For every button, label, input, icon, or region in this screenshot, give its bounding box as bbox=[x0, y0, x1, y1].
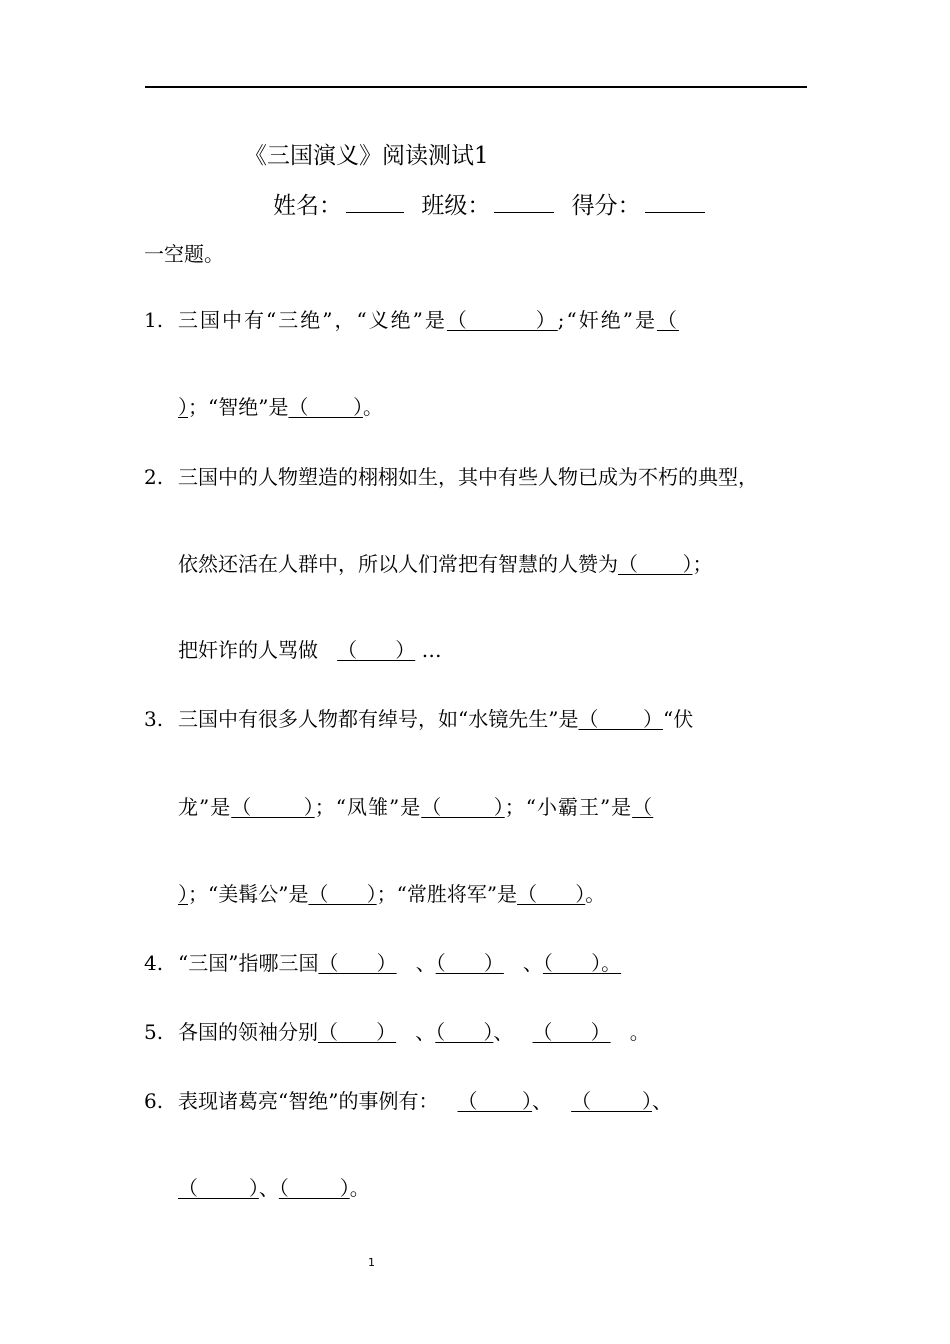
q6-blank-1[interactable]: （ ） bbox=[457, 1089, 533, 1113]
q1-line1: 三国中有“三绝”，“义绝”是（ ）;“奸绝”是（ bbox=[178, 308, 679, 332]
q4-line1: “三国”指哪三国（ ） 、（ ） 、（ ）。 bbox=[178, 951, 622, 975]
name-blank[interactable] bbox=[346, 188, 404, 213]
q4-blank-2[interactable]: （ ） bbox=[435, 951, 504, 975]
q6-blank-2[interactable]: （ ） bbox=[571, 1089, 652, 1113]
q5-blank-3[interactable]: （ ） bbox=[532, 1020, 611, 1044]
q3-blank-xiaobawang-open[interactable]: （ bbox=[632, 795, 654, 819]
q4-blank-1[interactable]: （ ） bbox=[318, 951, 397, 975]
q4-number: 4. bbox=[144, 951, 164, 975]
class-label: 班级： bbox=[421, 193, 491, 219]
q3-blank-fengchu[interactable]: （ ） bbox=[421, 795, 505, 819]
q2-line1: 三国中的人物塑造的栩栩如生，其中有些人物已成为不朽的典型， bbox=[178, 465, 758, 489]
q3-blank-changsheng[interactable]: （ ） bbox=[517, 882, 586, 906]
student-info-row bbox=[273, 187, 709, 220]
q5-blank-1[interactable]: （ ） bbox=[318, 1020, 397, 1044]
q1-number: 1. bbox=[144, 308, 164, 332]
q3-line1: 三国中有很多人物都有绰号，如“水镜先生”是（ ）“伏 bbox=[178, 707, 694, 731]
q3-blank-shuijing[interactable]: （ ） bbox=[578, 707, 663, 731]
page-number: 1 bbox=[368, 1256, 375, 1269]
q3-line3: ）；“美髯公”是（ ）；“常胜将军”是（ ）。 bbox=[178, 882, 606, 906]
q2-line3: 把奸诈的人骂做 （ ） … bbox=[178, 638, 442, 662]
header-rule bbox=[145, 86, 807, 88]
page-title: 《三国演义》阅读测试1 bbox=[244, 143, 489, 169]
q5-line1: 各国的领袖分别（ ） 、（ ）、 （ ） 。 bbox=[178, 1020, 650, 1044]
q5-number: 5. bbox=[144, 1020, 164, 1044]
q6-line1: 表现诸葛亮“智绝”的事例有： （ ）、 （ ）、 bbox=[178, 1089, 672, 1113]
q3-line2: 龙”是（ ）；“凤雏”是（ ）；“小霸王”是（ bbox=[178, 795, 654, 819]
section-heading: 一空题。 bbox=[144, 242, 224, 266]
q4-blank-3[interactable]: （ ）。 bbox=[542, 951, 622, 975]
q3-blank-meirangong[interactable]: （ ） bbox=[308, 882, 377, 906]
q6-blank-3[interactable]: （ ） bbox=[178, 1176, 259, 1200]
class-blank[interactable] bbox=[494, 188, 554, 213]
q2-blank-cunning[interactable]: （ ） bbox=[337, 638, 416, 662]
q1-blank-jianjue-open[interactable]: （ bbox=[656, 308, 679, 332]
q2-blank-wise[interactable]: （ ） bbox=[618, 552, 693, 576]
q2-line2: 依然还活在人群中，所以人们常把有智慧的人赞为（ ）； bbox=[178, 552, 713, 576]
q1-blank-jianjue-close[interactable]: ） bbox=[178, 395, 188, 419]
q6-blank-4[interactable]: （ ） bbox=[278, 1176, 350, 1200]
score-label: 得分： bbox=[571, 193, 641, 219]
q5-blank-2[interactable]: （ ） bbox=[435, 1020, 494, 1044]
q3-blank-wolong[interactable]: （ ） bbox=[231, 795, 315, 819]
q6-line2: （ ）、（ ）。 bbox=[178, 1176, 370, 1200]
name-label: 姓名： bbox=[273, 193, 342, 219]
score-blank[interactable] bbox=[645, 188, 705, 213]
q6-number: 6. bbox=[144, 1089, 164, 1113]
q1-blank-yijue[interactable]: （ ） bbox=[446, 308, 558, 332]
q2-number: 2. bbox=[144, 465, 164, 489]
q3-number: 3. bbox=[144, 707, 164, 731]
q1-blank-zhijue[interactable]: （ ） bbox=[288, 395, 363, 419]
q3-blank-xiaobawang-close[interactable]: ） bbox=[178, 882, 188, 906]
q1-line2: ）；“智绝”是（ ）。 bbox=[178, 395, 383, 419]
